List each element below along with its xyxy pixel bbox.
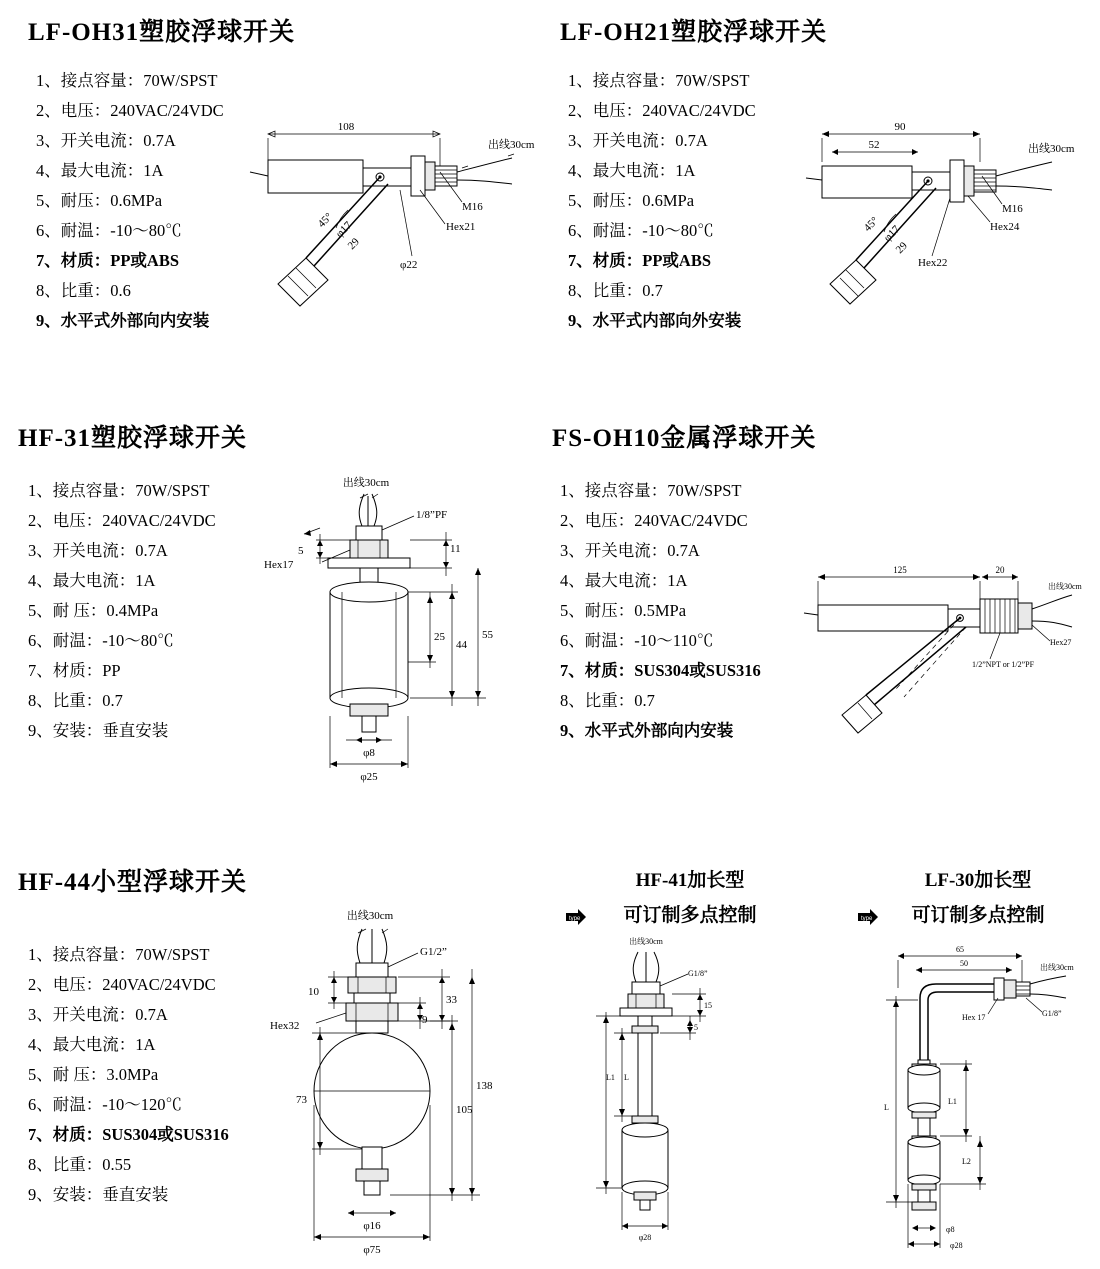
product-title: HF-31塑胶浮球开关 [18,425,248,452]
dim-phi28: φ28 [638,1233,652,1242]
spec-line: 1、接点容量：70W/SPST [36,71,218,90]
dim-thread: M16 [462,201,483,213]
dim-thread: G1/8” [1042,1009,1062,1018]
dim-length2: 52 [868,139,880,151]
dim-hex: Hex21 [446,221,476,233]
dim-hex: Hex 17 [962,1013,986,1022]
product-title: HF-44小型浮球开关 [18,869,248,896]
dim-33: 33 [446,994,457,1006]
spec-line: 2、电压：240VAC/24VDC [568,101,756,120]
spec-line: 3、开关电流：0.7A [36,131,176,150]
product-spec-list [560,476,816,746]
badge-text: type [861,916,873,922]
dim-float-len: φ17 [333,219,355,241]
product-block-hf-31 [18,418,247,746]
spec-line: 8、比重：0.55 [28,1155,132,1174]
product-title: HF-41加长型 [635,870,745,891]
dim-L1: L1 [606,1073,615,1082]
spec-line: 9、水平式外部向内安装 [36,311,210,330]
spec-line: 5、耐 压：3.0MPa [28,1065,159,1084]
dim-65: 65 [956,945,964,954]
dim-thread: M16 [1002,203,1023,215]
dim-hex: Hex24 [990,221,1020,233]
spec-line: 1、接点容量：70W/SPST [28,481,210,500]
dim-phi8: φ8 [946,1225,955,1234]
spec-line: 8、比重：0.6 [36,281,131,300]
spec-line: 4、最大电流：1A [36,161,164,180]
spec-line: 8、比重：0.7 [28,691,123,710]
diagram-lf-oh21 [800,110,1090,310]
dim-73: 73 [296,1094,307,1106]
dim-length2: 20 [995,565,1005,575]
product-block-lf-30 [858,865,1098,927]
badge-text: type [569,916,581,922]
spec-line: 2、电压：240VAC/24VDC [28,511,216,530]
type-arrow-icon [856,908,878,924]
dim-105: 105 [456,1104,473,1116]
lead-label: 出线30cm [1048,582,1082,591]
product-title: LF-30加长型 [924,870,1032,891]
diagram-hf-31 [246,472,506,792]
product-subtitle: 可订制多点控制 [911,905,1045,926]
spec-line: 6、耐温：-10～120℃ [28,1095,182,1114]
spec-line: 6、耐温：-10～110℃ [560,631,714,650]
dim-hex: Hex17 [264,559,294,571]
dim-9: 9 [422,1014,428,1026]
product-block-lf-oh21 [560,12,827,336]
lead-label: 出线30cm [342,477,390,489]
spec-line: 6、耐温：-10～80℃ [568,221,714,240]
dim-50: 50 [960,959,968,968]
lead-label: 出线30cm [1028,143,1075,155]
product-title: LF-OH31塑胶浮球开关 [28,19,296,46]
spec-line: 9、安装：垂直安装 [28,721,169,740]
product-spec-list [28,476,247,746]
spec-line: 1、接点容量：70W/SPST [568,71,750,90]
type-arrow-icon [564,908,586,924]
dim-phi16: φ16 [363,1220,381,1232]
diagram-lf-30 [862,940,1092,1260]
dim-L: L [624,1073,629,1082]
dim-15: 15 [704,1001,712,1010]
dim-55: 55 [482,629,493,641]
spec-line: 7、材质：SUS304或SUS316 [560,661,761,680]
dim-length: 125 [893,565,907,575]
dim-angle: 45° [861,214,882,235]
spec-line: 3、开关电流：0.7A [568,131,708,150]
spec-line: 4、最大电流：1A [28,571,156,590]
dim-float-w: 29 [345,235,362,253]
dim-phi28: φ28 [950,1241,963,1250]
spec-line: 3、开关电流：0.7A [28,541,168,560]
lead-label: 出线30cm [346,910,394,922]
lead-label: 出线30cm [1040,963,1074,972]
spec-line: 4、最大电流：1A [560,571,688,590]
product-spec-list [28,940,247,1210]
spec-line: 2、电压：240VAC/24VDC [28,975,216,994]
lead-label: 出线30cm [629,937,663,946]
spec-line: 7、材质：SUS304或SUS316 [28,1125,229,1144]
spec-line: 7、材质：PP [28,661,121,680]
spec-line: 3、开关电流：0.7A [28,1005,168,1024]
dim-11: 11 [450,543,461,555]
dim-length: 108 [337,121,355,133]
product-title: LF-OH21塑胶浮球开关 [560,19,828,46]
spec-line: 7、材质：PP或ABS [36,251,180,270]
product-block-hf-44 [18,862,247,1210]
product-title: FS-OH10金属浮球开关 [552,425,817,452]
diagram-hf-41 [570,930,800,1260]
spec-line: 9、水平式外部向内安装 [560,721,734,740]
spec-line: 6、耐温：-10～80℃ [36,221,182,240]
dim-float-w: 29 [893,239,910,257]
dim-10: 10 [308,986,319,998]
product-block-hf-41 [560,865,820,927]
spec-line: 2、电压：240VAC/24VDC [36,101,224,120]
dim-44: 44 [456,639,467,651]
dim-phi25: φ25 [360,771,378,783]
spec-line: 6、耐温：-10～80℃ [28,631,174,650]
diagram-lf-oh31 [240,110,540,310]
dim-hex: Hex32 [270,1020,300,1032]
dim-angle: 45° [315,210,336,231]
spec-line: 1、接点容量：70W/SPST [28,945,210,964]
diagram-fs-oh10 [800,555,1090,735]
spec-line: 5、耐压：0.6MPa [36,191,163,210]
dim-thread: 1/8”PF [416,509,448,521]
dim-length: 90 [894,121,906,133]
spec-line: 7、材质：PP或ABS [568,251,712,270]
product-block-fs-oh10 [552,418,816,746]
spec-line: 8、比重：0.7 [568,281,663,300]
spec-line: 5、耐 压：0.4MPa [28,601,159,620]
dim-138: 138 [476,1080,493,1092]
dim-thread: 1/2”NPT or 1/2”PF [972,660,1035,669]
spec-line: 9、安装：垂直安装 [28,1185,169,1204]
dim-thread: G1/2” [420,946,447,958]
spec-line: 5、耐压：0.6MPa [568,191,695,210]
dim-L: L [884,1103,889,1112]
dim-L2: L2 [962,1157,971,1166]
dim-float-len: φ17 [881,223,903,245]
dim-phi75: φ75 [363,1244,381,1256]
diagram-hf-44 [250,905,510,1255]
dim-dia: φ22 [400,259,418,271]
spec-line: 5、耐压：0.5MPa [560,601,687,620]
spec-line: 4、最大电流：1A [568,161,696,180]
spec-line: 3、开关电流：0.7A [560,541,700,560]
spec-line: 8、比重：0.7 [560,691,655,710]
dim-25: 25 [434,631,445,643]
dim-thread: G1/8” [688,969,708,978]
lead-label: 出线30cm [488,139,535,151]
spec-line: 9、水平式内部向外安装 [568,311,742,330]
spec-line: 2、电压：240VAC/24VDC [560,511,748,530]
dim-5: 5 [694,1023,698,1032]
product-subtitle: 可订制多点控制 [623,905,757,926]
dim-hex2: Hex22 [918,257,948,269]
dim-L1: L1 [948,1097,957,1106]
dim-5: 5 [298,545,304,557]
product-spec-list [568,66,827,336]
dim-hex: Hex27 [1050,638,1072,647]
dim-phi8: φ8 [363,747,375,759]
spec-line: 4、最大电流：1A [28,1035,156,1054]
spec-line: 1、接点容量：70W/SPST [560,481,742,500]
